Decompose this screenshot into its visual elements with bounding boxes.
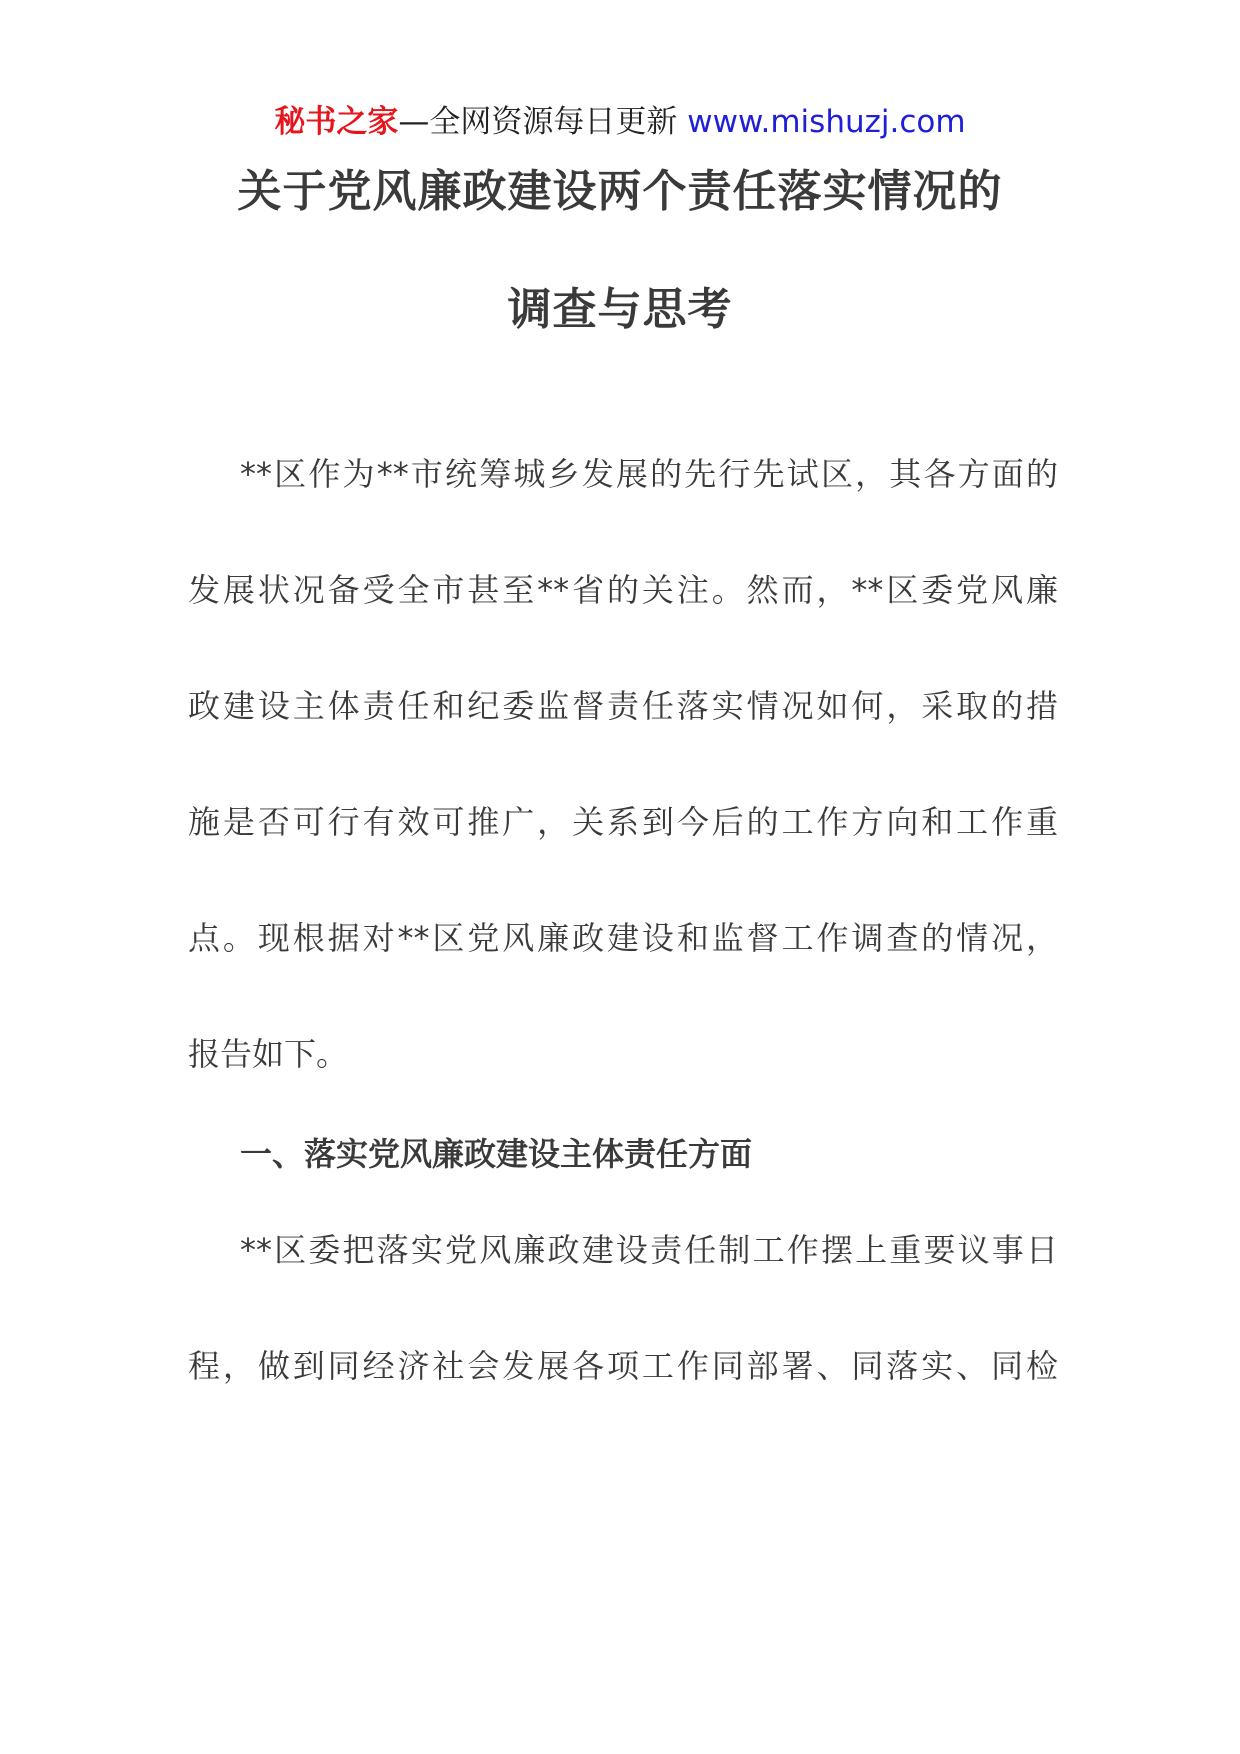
paragraph-1-line-6: 报告如下。 bbox=[188, 1035, 349, 1073]
paragraph-2-line-2: 程，做到同经济社会发展各项工作同部署、同落实、同检 bbox=[188, 1347, 1058, 1385]
paragraph-1-line-2: 发展状况备受全市甚至**省的关注。然而，**区委党风廉 bbox=[188, 571, 1058, 609]
paragraph-1-line-1: **区作为**市统筹城乡发展的先行先试区，其各方面的 bbox=[240, 455, 1058, 493]
paragraph-1-line-4: 施是否可行有效可推广，关系到今后的工作方向和工作重 bbox=[188, 803, 1058, 841]
document-title-line-2: 调查与思考 bbox=[507, 284, 733, 335]
header-tagline: —全网资源每日更新 bbox=[398, 104, 678, 140]
section-1-heading: 一、落实党风廉政建设主体责任方面 bbox=[240, 1135, 753, 1173]
paragraph-2-line-1: **区委把落实党风廉政建设责任制工作摆上重要议事日 bbox=[240, 1231, 1058, 1269]
site-header bbox=[0, 100, 1240, 144]
document-title-line-1: 关于党风廉政建设两个责任落实情况的 bbox=[237, 166, 1003, 217]
paragraph-1-line-5: 点。现根据对**区党风廉政建设和监督工作调查的情况， bbox=[188, 919, 1058, 957]
paragraph-1-line-3: 政建设主体责任和纪委监督责任落实情况如何，采取的措 bbox=[188, 687, 1058, 725]
site-url-link[interactable]: www.mishuzj.com bbox=[687, 104, 966, 140]
brand-name: 秘书之家 bbox=[274, 104, 399, 140]
